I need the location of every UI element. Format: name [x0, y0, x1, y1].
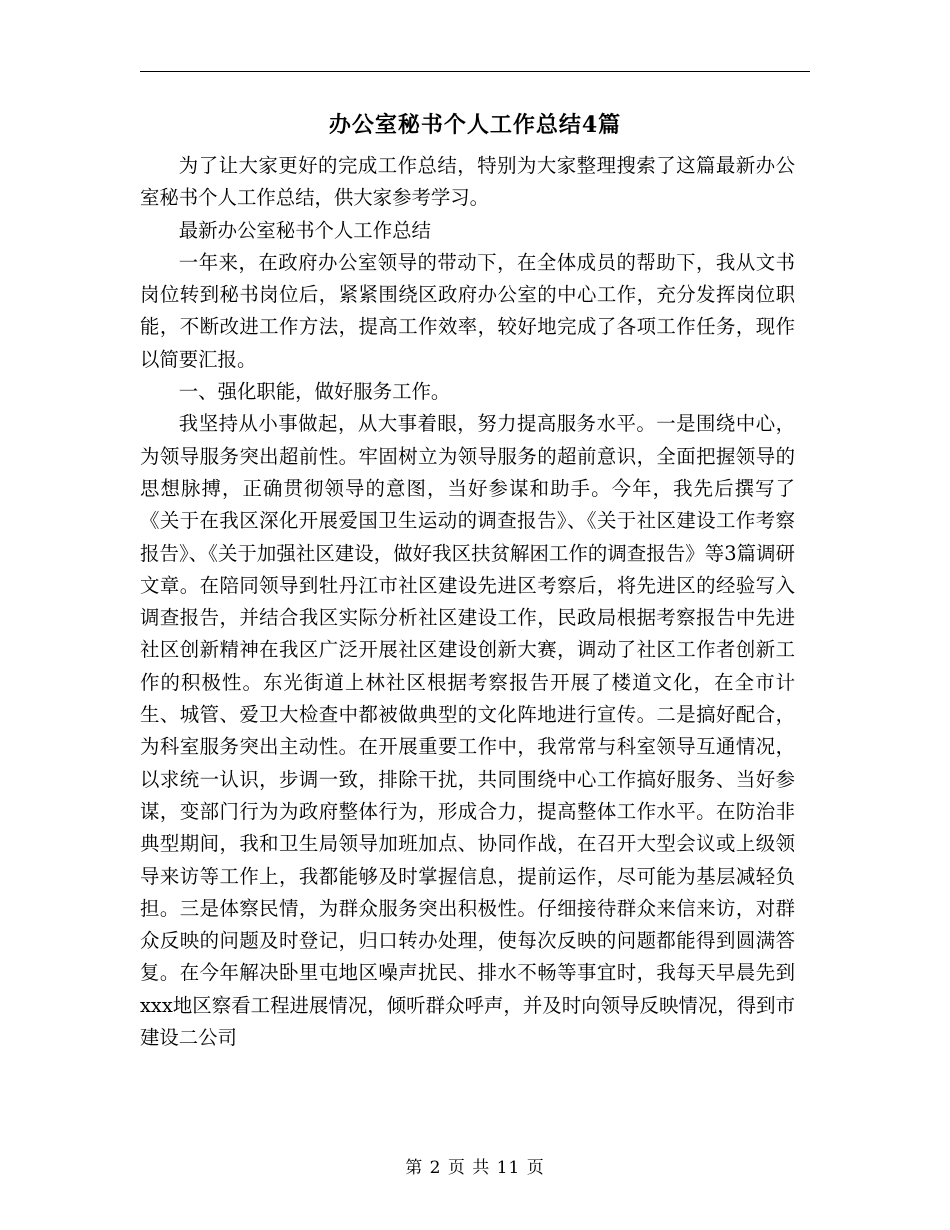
footer-mid: 页 共: [447, 1158, 491, 1178]
paragraph-section-heading: 一、强化职能，做好服务工作。: [178, 380, 451, 404]
document-body: [140, 150, 795, 1054]
paragraph-section-body: 我坚持从小事做起，从大事着眼，努力提高服务水平。一是围绕中心，为领导服务突出超前性。牢固树立为领导服务的超前意识，全面把握领导的思想脉搏，正确贯彻领导的意图，当好参谋和助手。今年，我先后撰写了《关于在我区深化开展爱国卫生运动的调查报告》、《关于社区建设工作考察报告》、《关于加强社区建设，做好我区扶贫解困工作的调查报告》等3篇调研文章。在陪同领导到牡丹江市社区建设先进区考察后，将先进区的经验写入调查报告，并结合我区实际分析社区建设工作，民政局根据考察报告中先进社区创新精神在我区广泛开展社区建设创新大赛，调动了社区工作者创新工作的积极性。东光街道上林社区根据考察报告开展了楼道文化，在全市计生、城管、爱卫大检查中都被做典型的文化阵地进行宣传。二是搞好配合，为科室服务突出主动性。在开展重要工作中，我常常与科室领导互通情况，以求统一认识，步调一致，排除干扰，共同围绕中心工作搞好服务、当好参谋，变部门行为为政府整体行为，形成合力，提高整体工作水平。在防治非典型期间，我和卫生局领导加班加点、协同作战，在召开大型会议或上级领导来访等工作上，我都能够及时掌握信息，提前运作，尽可能为基层减轻负担。三是体察民情，为群众服务突出积极性。仔细接待群众来信来访，对群众反映的问题及时登记，归口转办处理，使每次反映的问题都能得到圆满答复。在今年解决卧里屯地区噪声扰民、排水不畅等事宜时，我每天早晨先到xxx地区察看工程进展情况，倾听群众呼声，并及时向领导反映情况，得到市建设二公司: [140, 412, 795, 1050]
footer-prefix: 第: [405, 1158, 424, 1178]
paragraph-intro: 为了让大家更好的完成工作总结，特别为大家整理搜索了这篇最新办公室秘书个人工作总结，供大家参考学习。: [140, 154, 795, 210]
paragraph-overview: 一年来，在政府办公室领导的带动下，在全体成员的帮助下，我从文书岗位转到秘书岗位后，紧紧围绕区政府办公室的中心工作，充分发挥岗位职能，不断改进工作方法，提高工作效率，较好地完成了各项工作任务，现作以简要汇报。: [140, 250, 795, 371]
header-rule: [140, 71, 810, 72]
footer-total-pages: 11: [496, 1158, 521, 1178]
page-footer: [0, 1153, 950, 1178]
paragraph-subtitle: 最新办公室秘书个人工作总结: [178, 218, 431, 242]
footer-current-page: 2: [429, 1158, 442, 1178]
document-title: 办公室秘书个人工作总结4篇: [328, 112, 622, 138]
footer-suffix: 页: [526, 1158, 545, 1178]
